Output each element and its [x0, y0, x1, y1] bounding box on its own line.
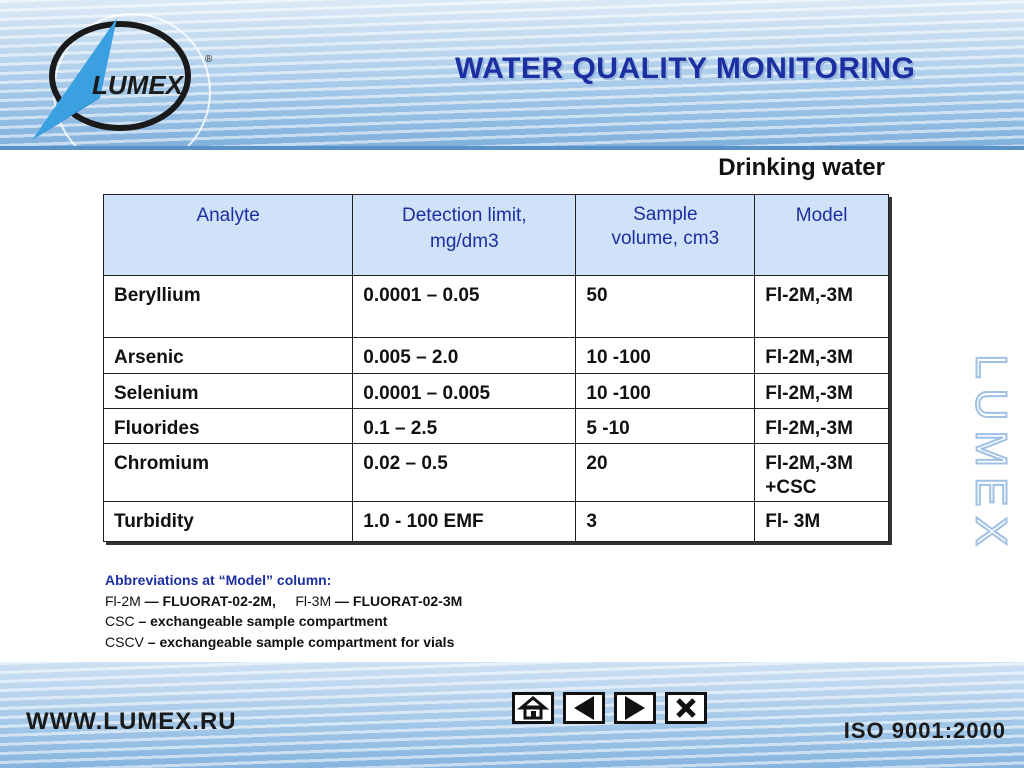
- cell-analyte: Beryllium: [104, 276, 353, 338]
- abbr-fl2m-desc: — FLUORAT-02-2M,: [144, 592, 276, 609]
- cell-volume: 5 -10: [576, 409, 755, 444]
- cell-limit: 0.0001 – 0.05: [353, 276, 576, 338]
- cell-model: Fl-2M,-3M: [755, 276, 889, 338]
- header-detection-limit-line1: Detection limit,: [402, 205, 527, 226]
- cell-model: Fl-2M,-3M: [755, 338, 889, 374]
- abbreviation-line-2: [105, 611, 462, 632]
- cell-limit: 0.02 – 0.5: [353, 444, 576, 502]
- table-row: [104, 409, 889, 444]
- lumex-logo: [22, 10, 232, 175]
- cell-model: Fl- 3M: [755, 502, 889, 542]
- cell-model: Fl-2M,-3M: [755, 374, 889, 409]
- abbreviation-line-3: [105, 632, 462, 653]
- iso-certification: ISO 9001:2000: [843, 718, 1006, 743]
- previous-icon: [566, 695, 602, 721]
- cell-limit: 0.005 – 2.0: [353, 338, 576, 374]
- cell-limit: 1.0 - 100 EMF: [353, 502, 576, 542]
- cell-volume: 3: [576, 502, 755, 542]
- abbr-fl3m-desc: — FLUORAT-02-3M: [335, 592, 463, 609]
- abbr-fl3m: Fl-3M: [295, 592, 335, 609]
- header-band: [0, 0, 1024, 150]
- cell-model-line2: +CSC: [765, 477, 817, 498]
- footer-band: [0, 662, 1024, 768]
- header-detection-limit: [353, 195, 576, 276]
- abbreviations-note: [105, 570, 462, 652]
- close-button[interactable]: [665, 692, 707, 724]
- next-button[interactable]: [614, 692, 656, 724]
- cell-analyte: Chromium: [104, 444, 353, 502]
- header-sample-volume-line2: volume, cm3: [611, 228, 720, 249]
- cell-analyte: Turbidity: [104, 502, 353, 542]
- cell-analyte: Arsenic: [104, 338, 353, 374]
- header-sample-volume-line1: Sample: [633, 204, 698, 225]
- cell-volume: 10 -100: [576, 338, 755, 374]
- abbr-cscv-desc: – exchangeable sample compartment for vials: [147, 633, 455, 650]
- abbreviation-line-1: [105, 591, 462, 612]
- header-analyte: Analyte: [104, 195, 353, 276]
- table-row: [104, 374, 889, 409]
- cell-analyte: Selenium: [104, 374, 353, 409]
- table-row: [104, 444, 889, 502]
- abbr-csc: CSC: [105, 613, 139, 629]
- table-row: [104, 338, 889, 374]
- cell-model: Fl-2M,-3M: [755, 409, 889, 444]
- cell-model: [755, 444, 889, 502]
- abbreviations-heading: Abbreviations at “Model” column:: [105, 572, 332, 588]
- abbr-cscv: CSCV: [105, 633, 148, 650]
- logo-text: LUMEX: [92, 70, 183, 100]
- previous-button[interactable]: [563, 692, 605, 724]
- abbr-fl2m: Fl-2M: [105, 592, 145, 609]
- lumex-watermark: [966, 345, 1016, 565]
- abbr-csc-desc: – exchangeable sample compartment: [138, 613, 388, 629]
- table-row: [104, 276, 889, 338]
- close-icon: [668, 695, 704, 721]
- home-icon: [515, 695, 551, 721]
- cell-analyte: Fluorides: [104, 409, 353, 444]
- website-url: WWW.LUMEX.RU: [26, 708, 237, 735]
- registered-mark: ®: [205, 54, 213, 65]
- header-model: Model: [755, 195, 889, 276]
- cell-limit: 0.1 – 2.5: [353, 409, 576, 444]
- header-sample-volume: [576, 195, 755, 276]
- table-row: [104, 502, 889, 542]
- page-title: WATER QUALITY MONITORING: [455, 52, 916, 85]
- watermark-text: LUMEX: [966, 354, 1016, 556]
- cell-volume: 10 -100: [576, 374, 755, 409]
- header-detection-limit-line2: mg/dm3: [430, 231, 499, 252]
- home-button[interactable]: [512, 692, 554, 724]
- table-header-row: [104, 195, 889, 276]
- cell-volume: 20: [576, 444, 755, 502]
- analyte-table: [103, 194, 889, 542]
- section-subtitle: Drinking water: [718, 154, 885, 181]
- next-icon: [617, 695, 653, 721]
- cell-volume: 50: [576, 276, 755, 338]
- cell-model-line1: Fl-2M,-3M: [765, 453, 853, 474]
- cell-limit: 0.0001 – 0.005: [353, 374, 576, 409]
